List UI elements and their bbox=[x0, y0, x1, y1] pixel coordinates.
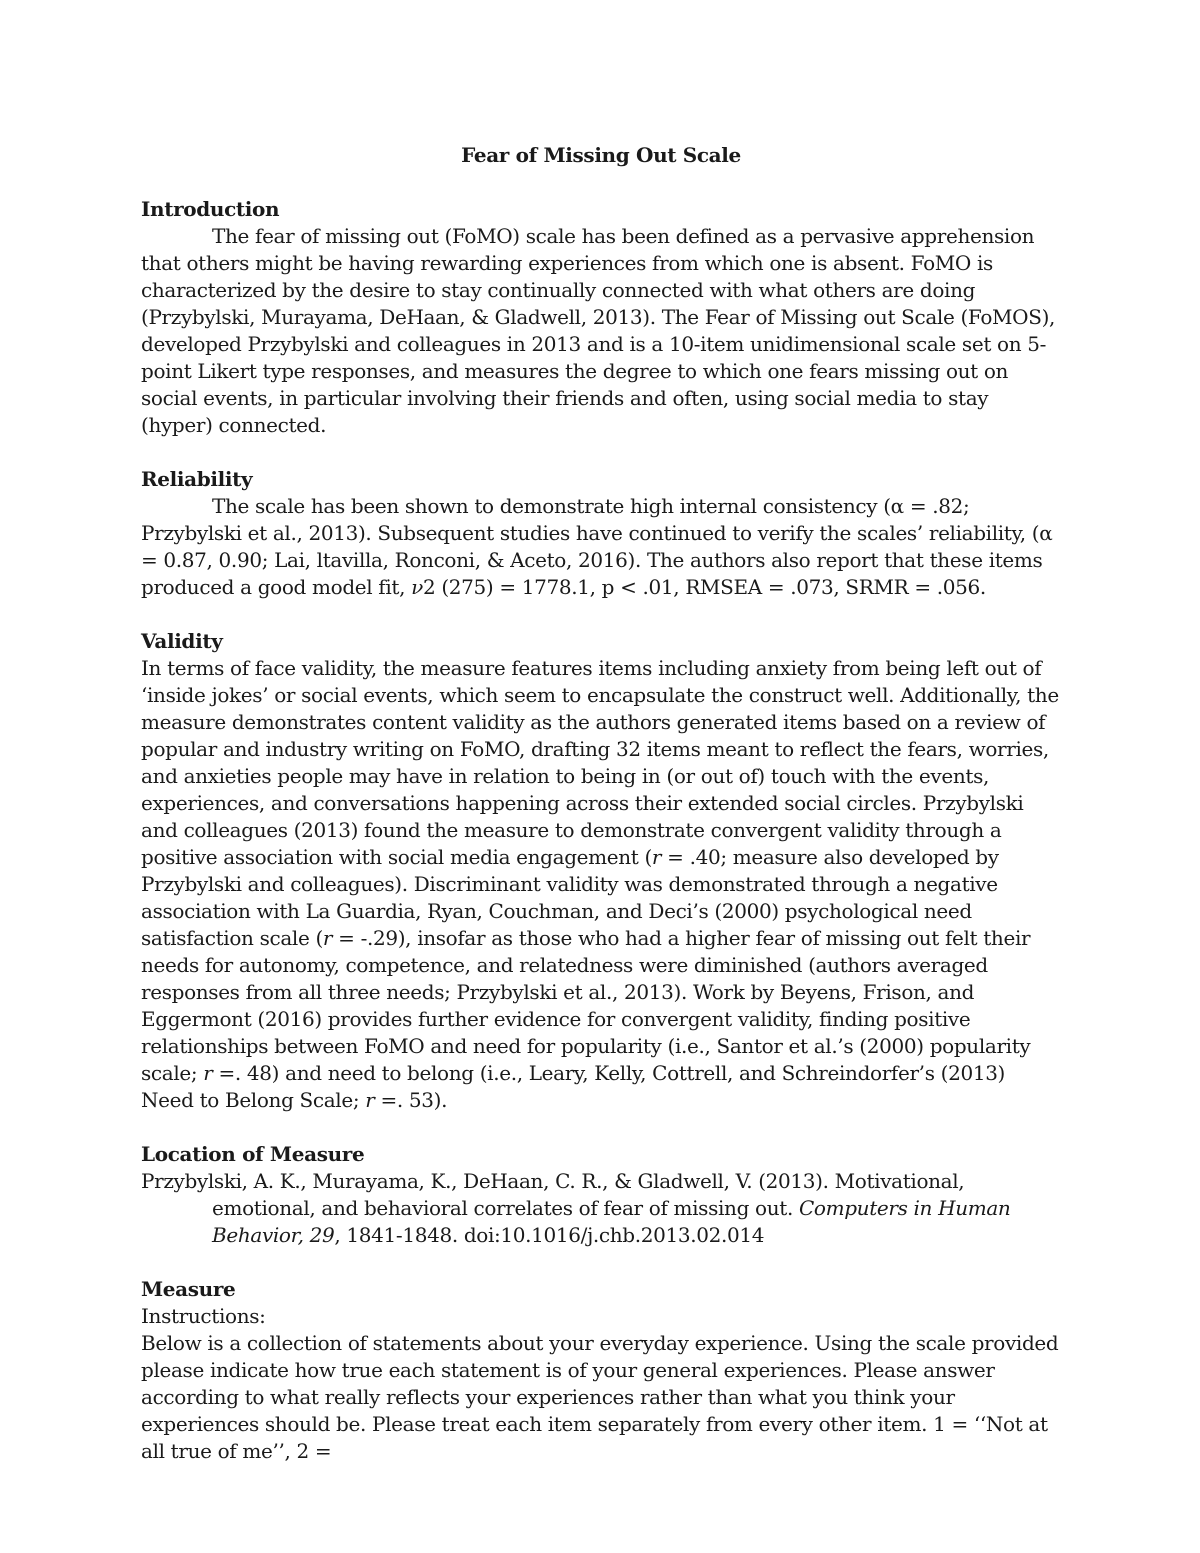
reliability-text: The scale has been shown to demonstrate high internal consistency (α = .82; Przybylski et al., 2013). Subsequent studies have continued to verify the scales’ reliability, (α = 0.87, 0.90; Lai, ltavilla, Ronconi, & Aceto, 2016). The authors also report that these items produced a good model fit, bbox=[141, 494, 1053, 599]
validity-section bbox=[141, 628, 1061, 1114]
citation-pages-doi: , 1841-1848. doi:10.1016/j.chb.2013.02.014 bbox=[334, 1223, 765, 1247]
reliability-section bbox=[141, 466, 1061, 601]
journal-name: Computers in Human Behavior bbox=[212, 1196, 1011, 1247]
chi-symbol: ν bbox=[411, 575, 423, 599]
instructions-paragraph: Below is a collection of statements about your everyday experience. Using the scale provided please indicate how true each statement is of your general experiences. Please answer according to what really reflects your experiences rather than what you think your experiences should be. Please treat each item separately from every other item. 1 = ‘‘Not at all true of me’’, 2 = bbox=[141, 1331, 1059, 1463]
reliability-heading: Reliability bbox=[141, 467, 253, 491]
validity-text-5: =. 53). bbox=[374, 1088, 448, 1112]
introduction-paragraph: The fear of missing out (FoMO) scale has been defined as a pervasive apprehension that others might be having rewarding experiences from which one is absent. FoMO is characterized by the desire to stay continually connected with what others are doing (Przybylski, Murayama, DeHaan, & Gladwell, 2013). The Fear of Missing out Scale (FoMOS), developed Przybylski and colleagues in 2013 and is a 10-item unidimensional scale set on 5-point Likert type responses, and measures the degree to which one fears missing out on social events, in particular involving their friends and often, using social media to stay (hyper) connected. bbox=[141, 224, 1056, 437]
r-symbol: r bbox=[322, 926, 333, 950]
citation-text: Przybylski, A. K., Murayama, K., DeHaan, C. R., & Gladwell, V. (2013). Motivational, emotional, and behavioral correlates of fear of missing out. bbox=[141, 1169, 965, 1220]
validity-text-4: =. 48) and need to belong (i.e., Leary, Kelly, Cottrell, and Schreindorfer’s (2013) Need to Belong Scale; bbox=[141, 1061, 1006, 1112]
measure-section bbox=[141, 1276, 1061, 1465]
introduction-section bbox=[141, 196, 1061, 439]
r-symbol: r bbox=[651, 845, 662, 869]
reliability-text-end: 2 (275) = 1778.1, p < .01, RMSEA = .073, SRMR = .056. bbox=[422, 575, 986, 599]
instructions-label: Instructions: bbox=[141, 1304, 266, 1328]
document-title: Fear of Missing Out Scale bbox=[461, 143, 741, 167]
journal-volume: 29 bbox=[309, 1223, 335, 1247]
introduction-heading: Introduction bbox=[141, 197, 280, 221]
reference-citation bbox=[141, 1168, 1061, 1249]
validity-heading: Validity bbox=[141, 629, 223, 653]
document-page bbox=[141, 142, 1061, 1465]
validity-text-1: In terms of face validity, the measure features items including anxiety from being left out of ‘inside jokes’ or social events, which seem to encapsulate the construct well. Additionally, the measure demonstrates content validity as the authors generated items based on a review of popular and industry writing on FoMO, drafting 32 items meant to reflect the fears, worries, and anxieties people may have in relation to being in (or out of) touch with the events, experiences, and conversations happening across their extended social circles. Przybylski and colleagues (2013) found the measure to demonstrate convergent validity through a positive association with social media engagement ( bbox=[141, 656, 1059, 869]
reliability-paragraph bbox=[141, 493, 1061, 601]
validity-paragraph bbox=[141, 655, 1061, 1114]
citation-separator: , bbox=[297, 1223, 310, 1247]
location-section bbox=[141, 1141, 1061, 1249]
r-symbol: r bbox=[203, 1061, 213, 1085]
validity-text-3: = -.29), insofar as those who had a higher fear of missing out felt their needs for autonomy, competence, and relatedness were diminished (authors averaged responses from all three needs; Przybylski et al., 2013). Work by Beyens, Frison, and Eggermont (2016) provides further evidence for convergent validity, finding positive relationships between FoMO and need for popularity (i.e., Santor et al.’s (2000) popularity scale; bbox=[141, 926, 1031, 1085]
validity-text-2: = .40; measure also developed by Przybylski and colleagues). Discriminant validity was demonstrated through a negative association with La Guardia, Ryan, Couchman, and Deci’s (2000) psychological need satisfaction scale ( bbox=[141, 845, 999, 950]
measure-heading: Measure bbox=[141, 1277, 236, 1301]
r-symbol: r bbox=[365, 1088, 375, 1112]
location-heading: Location of Measure bbox=[141, 1142, 365, 1166]
